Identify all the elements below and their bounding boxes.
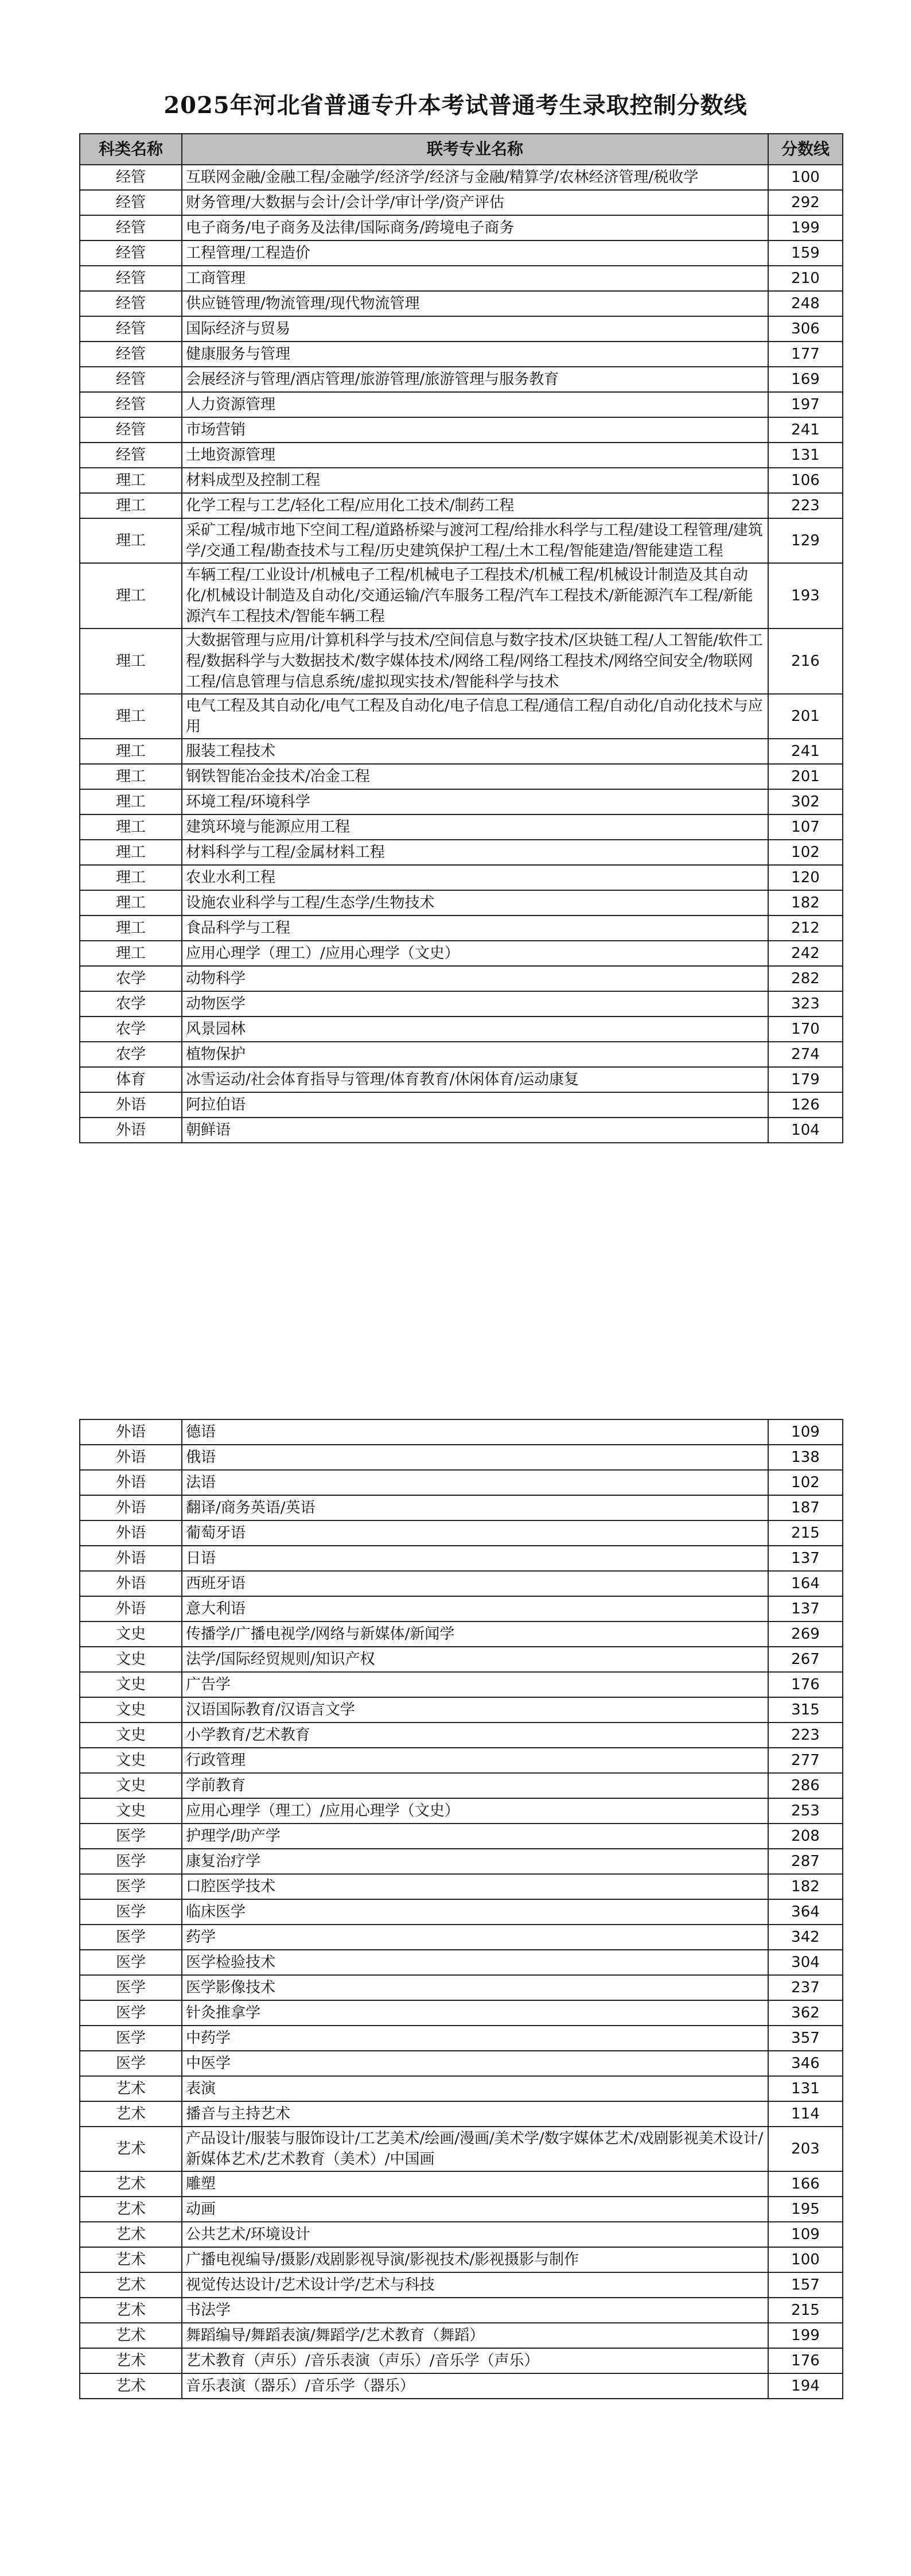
table-row [80,2323,843,2348]
score-cell: 114 [768,2101,843,2127]
score-cell: 346 [768,2051,843,2076]
score-cell: 109 [768,1419,843,1445]
category-cell: 外语 [80,1092,182,1118]
table-row [80,1092,843,1118]
page-title: 2025年河北省普通专升本考试普通考生录取控制分数线 [163,92,748,119]
table-row [80,1445,843,1470]
table-row [80,2272,843,2298]
score-cell: 195 [768,2197,843,2222]
category-cell: 经管 [80,240,182,266]
category-cell: 理工 [80,941,182,966]
score-cell: 187 [768,1495,843,1520]
major-cell: 互联网金融/金融工程/金融学/经济学/经济与金融/精算学/农林经济管理/税收学 [182,165,768,190]
major-cell: 表演 [182,2076,768,2101]
major-cell: 汉语国际教育/汉语言文学 [182,1697,768,1722]
table-row [80,789,843,814]
category-cell: 外语 [80,1419,182,1445]
category-cell: 文史 [80,1748,182,1773]
major-cell: 阿拉伯语 [182,1092,768,1118]
category-cell: 理工 [80,493,182,518]
major-cell: 医学检验技术 [182,1950,768,1975]
score-cell: 197 [768,392,843,417]
table-row [80,2101,843,2127]
category-cell: 体育 [80,1067,182,1092]
major-cell: 广播电视编导/摄影/戏剧影视导演/影视技术/影视摄影与制作 [182,2247,768,2272]
table-row [80,2171,843,2197]
category-cell: 理工 [80,764,182,789]
score-cell: 215 [768,2298,843,2323]
table-row [80,2026,843,2051]
category-cell: 艺术 [80,2222,182,2247]
major-cell: 临床医学 [182,1899,768,1925]
score-cell: 210 [768,266,843,291]
category-cell: 农学 [80,991,182,1017]
major-cell: 法学/国际经贸规则/知识产权 [182,1647,768,1672]
table-row [80,1546,843,1571]
score-cell: 364 [768,1899,843,1925]
major-cell: 健康服务与管理 [182,342,768,367]
major-cell: 国际经济与贸易 [182,316,768,342]
category-cell: 外语 [80,1445,182,1470]
major-cell: 书法学 [182,2298,768,2323]
category-cell: 外语 [80,1495,182,1520]
major-cell: 植物保护 [182,1042,768,1067]
table-row [80,1470,843,1495]
major-cell: 公共艺术/环境设计 [182,2222,768,2247]
major-cell: 朝鲜语 [182,1118,768,1143]
score-cell: 102 [768,840,843,865]
table-row [80,316,843,342]
score-cell: 137 [768,1546,843,1571]
table-row [80,814,843,840]
score-cell: 169 [768,367,843,392]
category-cell: 经管 [80,266,182,291]
table-row [80,1950,843,1975]
table-row [80,392,843,417]
table-row [80,1419,843,1445]
major-cell: 医学影像技术 [182,1975,768,2000]
category-cell: 经管 [80,443,182,468]
category-cell: 经管 [80,165,182,190]
category-cell: 文史 [80,1672,182,1697]
major-cell: 视觉传达设计/艺术设计学/艺术与科技 [182,2272,768,2298]
table-row [80,165,843,190]
major-cell: 工程管理/工程造价 [182,240,768,266]
category-cell: 经管 [80,215,182,240]
category-cell: 农学 [80,966,182,991]
table-row [80,1017,843,1042]
major-cell: 学前教育 [182,1773,768,1798]
score-cell: 253 [768,1798,843,1824]
score-cell: 137 [768,1596,843,1621]
category-cell: 理工 [80,468,182,493]
major-cell: 大数据管理与应用/计算机科学与技术/空间信息与数字技术/区块链工程/人工智能/软件工程/数据科学与大数据技术/数字媒体技术/网络工程/网络工程技术/网络空间安全/物联网工程/信息管理与信息系统/虚拟现实技术/智能科学与技术 [182,629,768,694]
major-cell: 建筑环境与能源应用工程 [182,814,768,840]
score-cell: 274 [768,1042,843,1067]
score-cell: 166 [768,2171,843,2197]
score-cell: 107 [768,814,843,840]
score-cell: 203 [768,2127,843,2171]
score-cell: 362 [768,2000,843,2026]
table-row [80,1874,843,1899]
category-cell: 艺术 [80,2076,182,2101]
table-row [80,2127,843,2171]
table-row [80,2373,843,2399]
major-cell: 药学 [182,1925,768,1950]
table-row [80,518,843,563]
major-cell: 风景园林 [182,1017,768,1042]
score-cell: 109 [768,2222,843,2247]
score-cell: 282 [768,966,843,991]
category-cell: 经管 [80,392,182,417]
header-score: 分数线 [768,134,843,165]
category-cell: 外语 [80,1470,182,1495]
score-cell: 164 [768,1571,843,1596]
score-cell: 131 [768,443,843,468]
score-cell: 176 [768,2348,843,2373]
category-cell: 经管 [80,291,182,316]
major-cell: 中医学 [182,2051,768,2076]
category-cell: 经管 [80,316,182,342]
major-cell: 广告学 [182,1672,768,1697]
score-cell: 194 [768,2373,843,2399]
table-row [80,2348,843,2373]
score-cell: 179 [768,1067,843,1092]
major-cell: 音乐表演（器乐）/音乐学（器乐） [182,2373,768,2399]
score-cell: 304 [768,1950,843,1975]
category-cell: 艺术 [80,2247,182,2272]
table-row [80,865,843,890]
category-cell: 理工 [80,890,182,915]
table-row [80,629,843,694]
header-major: 联考专业名称 [182,134,768,165]
major-cell: 食品科学与工程 [182,915,768,941]
score-cell: 104 [768,1118,843,1143]
major-cell: 针灸推拿学 [182,2000,768,2026]
table-row [80,215,843,240]
table-row [80,2298,843,2323]
score-cell: 126 [768,1092,843,1118]
major-cell: 电子商务/电子商务及法律/国际商务/跨境电子商务 [182,215,768,240]
table-row [80,1722,843,1748]
major-cell: 雕塑 [182,2171,768,2197]
score-cell: 277 [768,1748,843,1773]
major-cell: 翻译/商务英语/英语 [182,1495,768,1520]
table-row [80,840,843,865]
table-row [80,2051,843,2076]
score-cell: 323 [768,991,843,1017]
score-cell: 102 [768,1470,843,1495]
table-row [80,2222,843,2247]
score-cell: 248 [768,291,843,316]
table-row [80,342,843,367]
header-category: 科类名称 [80,134,182,165]
category-cell: 医学 [80,2000,182,2026]
category-cell: 艺术 [80,2272,182,2298]
major-cell: 中药学 [182,2026,768,2051]
category-cell: 医学 [80,2026,182,2051]
category-cell: 理工 [80,563,182,629]
table-row [80,1975,843,2000]
category-cell: 理工 [80,915,182,941]
table-row [80,1773,843,1798]
score-cell: 212 [768,915,843,941]
category-cell: 文史 [80,1647,182,1672]
major-cell: 意大利语 [182,1596,768,1621]
score-cell: 170 [768,1017,843,1042]
category-cell: 外语 [80,1118,182,1143]
category-cell: 外语 [80,1520,182,1546]
category-cell: 艺术 [80,2101,182,2127]
major-cell: 葡萄牙语 [182,1520,768,1546]
major-cell: 环境工程/环境科学 [182,789,768,814]
category-cell: 经管 [80,190,182,215]
table-row [80,1495,843,1520]
score-cell: 157 [768,2272,843,2298]
table-row [80,190,843,215]
table-row [80,991,843,1017]
table-row [80,1067,843,1092]
major-cell: 应用心理学（理工）/应用心理学（文史） [182,941,768,966]
score-cell: 287 [768,1849,843,1874]
major-cell: 农业水利工程 [182,865,768,890]
major-cell: 法语 [182,1470,768,1495]
category-cell: 艺术 [80,2373,182,2399]
table-row [80,1748,843,1773]
major-cell: 艺术教育（声乐）/音乐表演（声乐）/音乐学（声乐） [182,2348,768,2373]
score-cell: 315 [768,1697,843,1722]
table-row [80,367,843,392]
score-cell: 131 [768,2076,843,2101]
score-cell: 223 [768,1722,843,1748]
table-row [80,764,843,789]
score-cell: 100 [768,165,843,190]
table-row [80,563,843,629]
score-cell: 201 [768,694,843,739]
major-cell: 钢铁智能冶金技术/冶金工程 [182,764,768,789]
category-cell: 医学 [80,1925,182,1950]
major-cell: 会展经济与管理/酒店管理/旅游管理/旅游管理与服务教育 [182,367,768,392]
table-row [80,915,843,941]
major-cell: 日语 [182,1546,768,1571]
major-cell: 财务管理/大数据与会计/会计学/审计学/资产评估 [182,190,768,215]
category-cell: 理工 [80,694,182,739]
score-cell: 302 [768,789,843,814]
table-row [80,1798,843,1824]
category-cell: 医学 [80,1874,182,1899]
category-cell: 文史 [80,1722,182,1748]
category-cell: 农学 [80,1042,182,1067]
category-cell: 医学 [80,1849,182,1874]
category-cell: 理工 [80,840,182,865]
table-row [80,2000,843,2026]
score-cell: 306 [768,316,843,342]
category-cell: 经管 [80,367,182,392]
category-cell: 文史 [80,1798,182,1824]
table-row [80,1824,843,1849]
score-table-part-2 [79,1419,843,2399]
score-cell: 242 [768,941,843,966]
table-row [80,2247,843,2272]
major-cell: 产品设计/服装与服饰设计/工艺美术/绘画/漫画/美术学/数字媒体艺术/戏剧影视美术设计/新媒体艺术/艺术教育（美术）/中国画 [182,2127,768,2171]
major-cell: 动画 [182,2197,768,2222]
major-cell: 西班牙语 [182,1571,768,1596]
category-cell: 经管 [80,417,182,443]
score-cell: 357 [768,2026,843,2051]
table-row [80,1672,843,1697]
table-row [80,1647,843,1672]
category-cell: 农学 [80,1017,182,1042]
major-cell: 土地资源管理 [182,443,768,468]
score-cell: 182 [768,890,843,915]
category-cell: 理工 [80,789,182,814]
major-cell: 电气工程及其自动化/电气工程及自动化/电子信息工程/通信工程/自动化/自动化技术与应用 [182,694,768,739]
major-cell: 化学工程与工艺/轻化工程/应用化工技术/制药工程 [182,493,768,518]
category-cell: 艺术 [80,2298,182,2323]
score-cell: 241 [768,739,843,764]
score-cell: 176 [768,1672,843,1697]
category-cell: 理工 [80,814,182,840]
major-cell: 设施农业科学与工程/生态学/生物技术 [182,890,768,915]
table-header-row [80,134,843,165]
score-cell: 182 [768,1874,843,1899]
table-row [80,443,843,468]
table-row [80,1899,843,1925]
category-cell: 艺术 [80,2348,182,2373]
table-row [80,966,843,991]
score-cell: 267 [768,1647,843,1672]
category-cell: 艺术 [80,2323,182,2348]
major-cell: 市场营销 [182,417,768,443]
score-cell: 292 [768,190,843,215]
major-cell: 传播学/广播电视学/网络与新媒体/新闻学 [182,1621,768,1647]
category-cell: 医学 [80,1824,182,1849]
table-row [80,240,843,266]
table-row [80,1118,843,1143]
score-cell: 199 [768,2323,843,2348]
score-cell: 241 [768,417,843,443]
table-row [80,1849,843,1874]
score-cell: 215 [768,1520,843,1546]
score-cell: 138 [768,1445,843,1470]
category-cell: 经管 [80,342,182,367]
score-cell: 193 [768,563,843,629]
score-cell: 120 [768,865,843,890]
category-cell: 医学 [80,1975,182,2000]
category-cell: 外语 [80,1546,182,1571]
score-cell: 159 [768,240,843,266]
major-cell: 舞蹈编导/舞蹈表演/舞蹈学/艺术教育（舞蹈） [182,2323,768,2348]
score-cell: 342 [768,1925,843,1950]
category-cell: 医学 [80,2051,182,2076]
category-cell: 艺术 [80,2197,182,2222]
major-cell: 行政管理 [182,1748,768,1773]
table-row [80,1596,843,1621]
category-cell: 艺术 [80,2171,182,2197]
score-cell: 216 [768,629,843,694]
score-cell: 201 [768,764,843,789]
major-cell: 材料科学与工程/金属材料工程 [182,840,768,865]
score-table-part-1 [79,133,843,1143]
score-cell: 177 [768,342,843,367]
table-row [80,890,843,915]
table-row [80,266,843,291]
major-cell: 小学教育/艺术教育 [182,1722,768,1748]
major-cell: 德语 [182,1419,768,1445]
major-cell: 服装工程技术 [182,739,768,764]
table-row [80,1571,843,1596]
table-row [80,2197,843,2222]
category-cell: 外语 [80,1596,182,1621]
table-row [80,493,843,518]
major-cell: 口腔医学技术 [182,1874,768,1899]
table-row [80,694,843,739]
category-cell: 理工 [80,739,182,764]
major-cell: 冰雪运动/社会体育指导与管理/体育教育/休闲体育/运动康复 [182,1067,768,1092]
table-row [80,417,843,443]
table-row [80,941,843,966]
major-cell: 采矿工程/城市地下空间工程/道路桥梁与渡河工程/给排水科学与工程/建设工程管理/建筑学/交通工程/勘查技术与工程/历史建筑保护工程/土木工程/智能建造/智能建造工程 [182,518,768,563]
table-row [80,1925,843,1950]
major-cell: 护理学/助产学 [182,1824,768,1849]
category-cell: 理工 [80,865,182,890]
major-cell: 工商管理 [182,266,768,291]
score-cell: 106 [768,468,843,493]
table-row [80,1520,843,1546]
major-cell: 动物科学 [182,966,768,991]
major-cell: 车辆工程/工业设计/机械电子工程/机械电子工程技术/机械工程/机械设计制造及其自动化/机械设计制造及自动化/交通运输/汽车服务工程/汽车工程技术/新能源汽车工程/新能源汽车工程技术/智能车辆工程 [182,563,768,629]
table-row [80,1042,843,1067]
score-cell: 199 [768,215,843,240]
category-cell: 艺术 [80,2127,182,2171]
major-cell: 俄语 [182,1445,768,1470]
major-cell: 供应链管理/物流管理/现代物流管理 [182,291,768,316]
score-cell: 100 [768,2247,843,2272]
category-cell: 医学 [80,1950,182,1975]
category-cell: 文史 [80,1697,182,1722]
score-cell: 286 [768,1773,843,1798]
major-cell: 动物医学 [182,991,768,1017]
score-cell: 223 [768,493,843,518]
score-cell: 208 [768,1824,843,1849]
major-cell: 应用心理学（理工）/应用心理学（文史） [182,1798,768,1824]
major-cell: 康复治疗学 [182,1849,768,1874]
category-cell: 理工 [80,518,182,563]
score-cell: 269 [768,1621,843,1647]
table-row [80,739,843,764]
major-cell: 播音与主持艺术 [182,2101,768,2127]
category-cell: 文史 [80,1621,182,1647]
category-cell: 医学 [80,1899,182,1925]
category-cell: 文史 [80,1773,182,1798]
major-cell: 人力资源管理 [182,392,768,417]
table-row [80,1697,843,1722]
score-cell: 237 [768,1975,843,2000]
major-cell: 材料成型及控制工程 [182,468,768,493]
table-row [80,2076,843,2101]
category-cell: 外语 [80,1571,182,1596]
score-cell: 129 [768,518,843,563]
table-row [80,291,843,316]
category-cell: 理工 [80,629,182,694]
table-row [80,468,843,493]
table-row [80,1621,843,1647]
